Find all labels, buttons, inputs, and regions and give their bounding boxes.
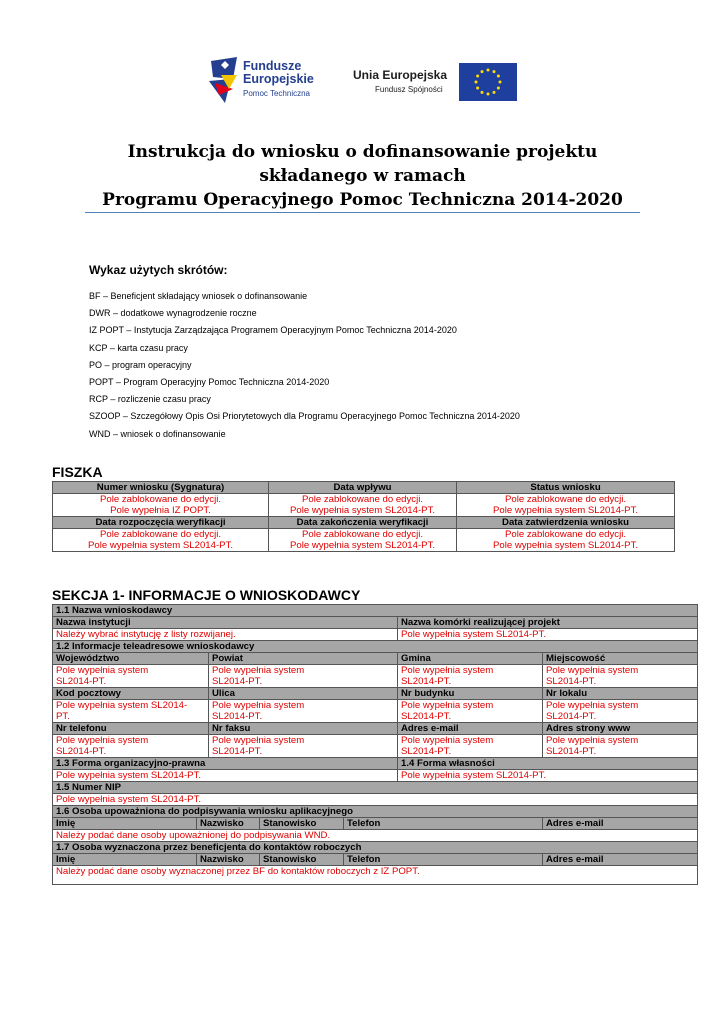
header-cell: Imię — [53, 854, 197, 866]
section-cell: 1.7 Osoba wyznaczona przez beneficjenta do kontaktów roboczych — [53, 842, 698, 854]
value-cell: Pole wypełnia system SL2014-PT. — [543, 700, 698, 723]
value-cell: Pole wypełnia system SL2014-PT. — [209, 700, 398, 723]
header-cell: Ulica — [209, 688, 398, 700]
header-cell: Nr telefonu — [53, 723, 209, 735]
table-row — [53, 842, 698, 854]
table-row — [53, 482, 675, 494]
section1-table — [52, 604, 698, 885]
table-row — [53, 617, 698, 629]
header-cell: Nazwa komórki realizującej projekt — [398, 617, 698, 629]
value-cell: Pole wypełnia system SL2014-PT. — [398, 665, 543, 688]
value-cell: Pole wypełnia system SL2014-PT. — [209, 735, 398, 758]
fiszka-table — [52, 481, 675, 552]
header-cell: Stanowisko — [260, 854, 344, 866]
table-row — [53, 830, 698, 842]
header-cell: Data zatwierdzenia wniosku — [457, 517, 675, 529]
fundusze-europejskie-logo — [207, 55, 322, 105]
list-item: PO – program operacyjny — [89, 359, 192, 370]
header-cell: Kod pocztowy — [53, 688, 209, 700]
abbreviations-heading: Wykaz użytych skrótów: — [89, 263, 228, 277]
header-cell: Powiat — [209, 653, 398, 665]
header-cell: Imię — [53, 818, 197, 830]
table-row — [53, 794, 698, 806]
value-cell: Pole wypełnia system SL2014-PT. — [209, 665, 398, 688]
header-cell: Adres strony www — [543, 723, 698, 735]
fiszka-heading: FISZKA — [52, 464, 103, 480]
value-cell: Pole wypełnia system SL2014-PT. — [398, 629, 698, 641]
table-row — [53, 605, 698, 617]
list-item: POPT – Program Operacyjny Pomoc Techniczna 2014-2020 — [89, 377, 330, 388]
table-row — [53, 735, 698, 758]
fe-logo-subtext: Pomoc Techniczna — [243, 89, 310, 98]
document-title: Instrukcja do wniosku o dofinansowanie projektu składanego w ramach Programu Operacyjnego Pomoc Techniczna 2014-2020 — [102, 142, 623, 210]
fe-emblem-icon — [207, 55, 241, 105]
table-row — [53, 529, 675, 552]
table-row — [53, 653, 698, 665]
eu-star-icon — [497, 75, 500, 78]
table-row — [53, 494, 675, 517]
fe-logo-text: Fundusze Europejskie — [243, 59, 314, 86]
header-cell: Województwo — [53, 653, 209, 665]
list-item: BF – Beneficjent składający wniosek o dofinansowanie — [89, 291, 308, 301]
title-divider — [85, 212, 640, 213]
value-cell: Pole wypełnia system SL2014-PT. — [53, 665, 209, 688]
value-cell: Pole zablokowane do edycji. Pole wypełnia system SL2014-PT. — [457, 529, 675, 552]
section-cell: 1.1 Nazwa wnioskodawcy — [53, 605, 698, 617]
value-cell: Pole wypełnia system SL2014-PT. — [398, 770, 698, 782]
section1-heading: SEKCJA 1- INFORMACJE O WNIOSKODAWCY — [52, 587, 361, 603]
eu-star-icon — [487, 93, 490, 96]
header-cell: Stanowisko — [260, 818, 344, 830]
table-row — [53, 700, 698, 723]
value-cell: Pole zablokowane do edycji. Pole wypełnia system SL2014-PT. — [53, 529, 269, 552]
ue-logo-subtext: Fundusz Spójności — [375, 85, 443, 94]
header-cell: Telefon — [344, 818, 543, 830]
section-cell: 1.2 Informacje teleadresowe wnioskodawcy — [53, 641, 698, 653]
list-item: WND – wniosek o dofinansowanie — [89, 428, 226, 439]
list-item: SZOOP – Szczegółowy Opis Osi Priorytetowych dla Programu Operacyjnego Pomoc Techniczna 2014-2020 — [89, 411, 520, 422]
value-cell: Pole wypełnia system SL2014-PT. — [543, 665, 698, 688]
value-cell: Pole wypełnia system SL2014-PT. — [53, 794, 698, 806]
eu-star-icon — [476, 87, 479, 90]
header-cell: Data zakończenia weryfikacji — [269, 517, 457, 529]
value-cell: Pole zablokowane do edycji. Pole wypełnia system SL2014-PT. — [269, 494, 457, 517]
eu-star-icon — [499, 81, 502, 84]
header-cell: Numer wniosku (Sygnatura) — [53, 482, 269, 494]
value-cell: Należy podać dane osoby upoważnionej do podpisywania WND. — [53, 830, 698, 842]
value-cell: Pole zablokowane do edycji. Pole wypełnia system SL2014-PT. — [269, 529, 457, 552]
header-cell: Nr faksu — [209, 723, 398, 735]
eu-star-icon — [481, 91, 484, 94]
header-cell: Nazwisko — [197, 818, 260, 830]
header-cell: Nr budynku — [398, 688, 543, 700]
table-row — [53, 770, 698, 782]
table-row — [53, 854, 698, 866]
ue-logo-text: Unia Europejska — [353, 68, 448, 82]
header-cell: Nr lokalu — [543, 688, 698, 700]
header-cell: Nazwa instytucji — [53, 617, 398, 629]
table-row — [53, 806, 698, 818]
list-item: KCP – karta czasu pracy — [89, 342, 188, 353]
table-row — [53, 782, 698, 794]
section-cell: 1.3 Forma organizacyjno-prawna — [53, 758, 398, 770]
table-row — [53, 629, 698, 641]
value-cell: Należy wybrać instytucję z listy rozwijanej. — [53, 629, 398, 641]
eu-star-icon — [481, 70, 484, 73]
header-cell: Status wniosku — [457, 482, 675, 494]
list-item: RCP – rozliczenie czasu pracy — [89, 394, 211, 405]
header-cell: Miejscowość — [543, 653, 698, 665]
value-cell: Pole zablokowane do edycji. Pole wypełnia IZ POPT. — [53, 494, 269, 517]
abbreviations-list — [89, 288, 520, 443]
value-cell: Pole wypełnia system SL2014-PT. — [398, 700, 543, 723]
value-cell: Pole wypełnia system SL2014-PT. — [398, 735, 543, 758]
table-row — [53, 688, 698, 700]
table-row — [53, 641, 698, 653]
header-cell: Adres e-mail — [398, 723, 543, 735]
list-item: DWR – dodatkowe wynagrodzenie roczne — [89, 308, 257, 319]
header-cell: Nazwisko — [197, 854, 260, 866]
table-row — [53, 723, 698, 735]
section-cell: 1.6 Osoba upoważniona do podpisywania wniosku aplikacyjnego — [53, 806, 698, 818]
value-cell: Pole wypełnia system SL2014-PT. — [53, 770, 398, 782]
value-cell: Należy podać dane osoby wyznaczonej przez BF do kontaktów roboczych z IZ POPT. — [53, 866, 698, 885]
header-cell: Telefon — [344, 854, 543, 866]
table-row — [53, 517, 675, 529]
table-row — [53, 665, 698, 688]
header-cell: Adres e-mail — [543, 818, 698, 830]
section-cell: 1.5 Numer NIP — [53, 782, 698, 794]
eu-star-icon — [493, 91, 496, 94]
table-row — [53, 866, 698, 885]
table-row — [53, 818, 698, 830]
header-cell: Data wpływu — [269, 482, 457, 494]
value-cell: Pole zablokowane do edycji. Pole wypełnia system SL2014-PT. — [457, 494, 675, 517]
list-item: IZ POPT – Instytucja Zarządzająca Programem Operacyjnym Pomoc Techniczna 2014-2020 — [89, 325, 457, 336]
eu-star-icon — [493, 70, 496, 73]
table-row — [53, 758, 698, 770]
eu-star-icon — [487, 69, 490, 72]
header-cell: Gmina — [398, 653, 543, 665]
header-cell: Adres e-mail — [543, 854, 698, 866]
eu-star-icon — [497, 87, 500, 90]
value-cell: Pole wypełnia system SL2014- PT. — [53, 700, 209, 723]
eu-flag-icon — [459, 63, 517, 101]
value-cell: Pole wypełnia system SL2014-PT. — [543, 735, 698, 758]
section-cell: 1.4 Forma własności — [398, 758, 698, 770]
value-cell: Pole wypełnia system SL2014-PT. — [53, 735, 209, 758]
eu-star-icon — [476, 75, 479, 78]
header-cell: Data rozpoczęcia weryfikacji — [53, 517, 269, 529]
eu-star-icon — [475, 81, 478, 84]
